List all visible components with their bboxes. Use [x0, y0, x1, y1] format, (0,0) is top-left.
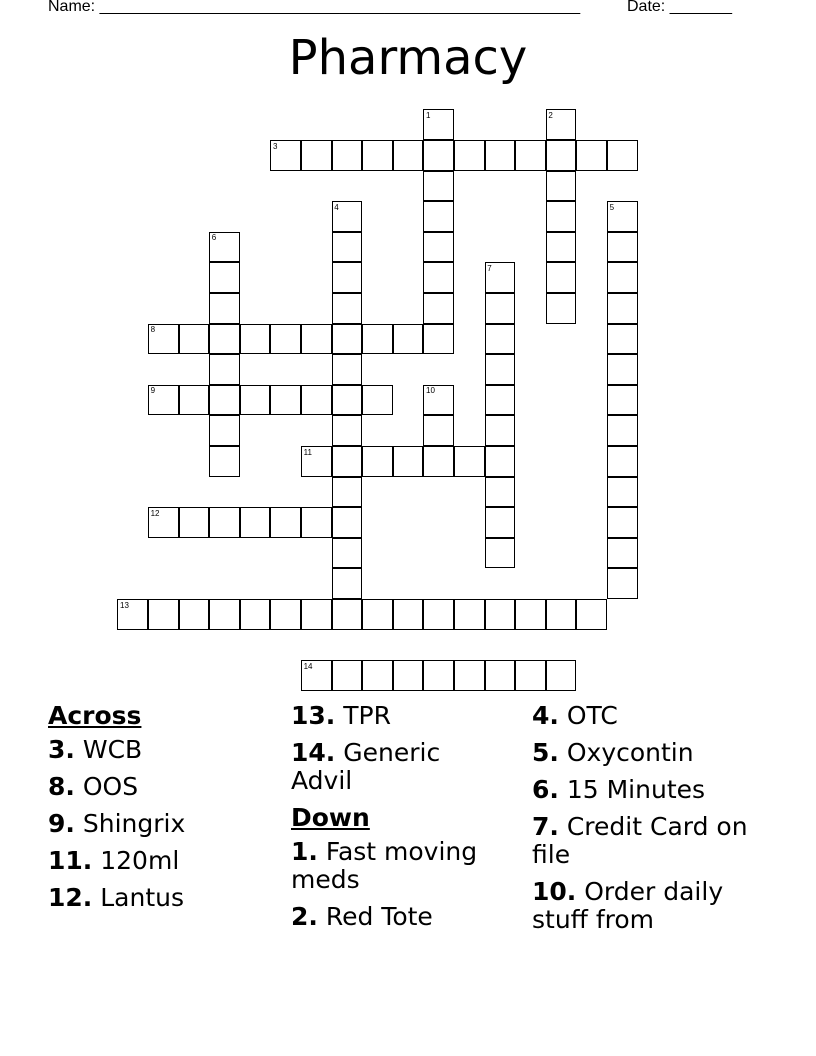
- grid-cell[interactable]: [485, 538, 516, 569]
- grid-cell[interactable]: [546, 140, 577, 171]
- grid-cell[interactable]: [485, 354, 516, 385]
- grid-cell[interactable]: [332, 262, 363, 293]
- clue-across-8: 8. OOS: [48, 772, 139, 801]
- grid-cell[interactable]: [209, 385, 240, 416]
- grid-cell[interactable]: [209, 446, 240, 477]
- grid-cell[interactable]: [515, 660, 546, 691]
- grid-cell[interactable]: [332, 293, 363, 324]
- grid-cell[interactable]: [209, 324, 240, 355]
- grid-cell[interactable]: [270, 507, 301, 538]
- grid-cell[interactable]: [362, 446, 393, 477]
- clue-down-2: 2. Red Tote: [291, 902, 433, 931]
- grid-cell[interactable]: [301, 140, 332, 171]
- grid-cell[interactable]: [485, 415, 516, 446]
- grid-cell[interactable]: [179, 385, 210, 416]
- clue-down-10: 10. Order daily stuff from: [532, 877, 724, 934]
- grid-cell[interactable]: [362, 324, 393, 355]
- grid-cell[interactable]: [423, 660, 454, 691]
- grid-cell[interactable]: [393, 599, 424, 630]
- clue-down-4: 4. OTC: [532, 701, 618, 730]
- clue-number-label: 3: [273, 141, 278, 151]
- grid-cell[interactable]: [332, 507, 363, 538]
- grid-cell[interactable]: [179, 507, 210, 538]
- grid-cell[interactable]: [209, 599, 240, 630]
- grid-cell[interactable]: [393, 446, 424, 477]
- page-title: Pharmacy: [288, 30, 528, 86]
- grid-cell[interactable]: [362, 140, 393, 171]
- clue-column-1: [48, 702, 278, 921]
- clue-across-11: 11. 120ml: [48, 846, 180, 875]
- grid-cell[interactable]: [485, 507, 516, 538]
- grid-cell[interactable]: [179, 324, 210, 355]
- grid-cell[interactable]: [607, 232, 638, 263]
- grid-cell[interactable]: [332, 354, 363, 385]
- clue-across-14: 14. Generic Advil: [291, 738, 441, 795]
- name-field-label: Name: ______________________________________________________: [48, 0, 581, 15]
- grid-cell[interactable]: [332, 446, 363, 477]
- grid-cell[interactable]: [607, 415, 638, 446]
- clue-number-label: 4: [334, 202, 339, 212]
- grid-cell[interactable]: [148, 599, 179, 630]
- clue-across-12: 12. Lantus: [48, 883, 185, 912]
- grid-cell[interactable]: [332, 140, 363, 171]
- clue-number-label: 11: [303, 447, 312, 457]
- grid-cell[interactable]: [332, 232, 363, 263]
- across-heading: Across: [48, 701, 142, 730]
- grid-cell[interactable]: [209, 415, 240, 446]
- grid-cell[interactable]: [301, 599, 332, 630]
- grid-cell[interactable]: [454, 660, 485, 691]
- grid-cell[interactable]: [240, 507, 271, 538]
- grid-cell[interactable]: [270, 385, 301, 416]
- clue-down-5: 5. Oxycontin: [532, 738, 694, 767]
- grid-cell[interactable]: [546, 660, 577, 691]
- grid-cell[interactable]: [209, 293, 240, 324]
- grid-cell[interactable]: [454, 599, 485, 630]
- grid-cell[interactable]: [607, 385, 638, 416]
- clue-across-3: 3. WCB: [48, 735, 143, 764]
- clue-across-9: 9. Shingrix: [48, 809, 186, 838]
- clue-number-label: 10: [426, 386, 435, 396]
- grid-cell[interactable]: [362, 385, 393, 416]
- grid-cell[interactable]: [423, 324, 454, 355]
- grid-cell[interactable]: [332, 568, 363, 599]
- grid-cell[interactable]: [485, 446, 516, 477]
- grid-cell[interactable]: [179, 599, 210, 630]
- grid-cell[interactable]: [423, 232, 454, 263]
- grid-cell[interactable]: [546, 232, 577, 263]
- grid-cell[interactable]: [485, 599, 516, 630]
- clue-down-1: 1. Fast moving meds: [291, 837, 478, 894]
- grid-cell[interactable]: [485, 140, 516, 171]
- clue-number-label: 6: [211, 233, 217, 243]
- down-heading: Down: [291, 803, 370, 832]
- grid-cell[interactable]: [454, 446, 485, 477]
- grid-cell[interactable]: [607, 446, 638, 477]
- clue-column-2: [291, 702, 501, 940]
- grid-cell[interactable]: [607, 262, 638, 293]
- grid-cell[interactable]: [240, 385, 271, 416]
- grid-cell[interactable]: [576, 599, 607, 630]
- grid-cell[interactable]: [607, 538, 638, 569]
- grid-cell[interactable]: [393, 324, 424, 355]
- grid-cell[interactable]: [209, 507, 240, 538]
- grid-cell[interactable]: [332, 660, 363, 691]
- grid-cell[interactable]: [301, 385, 332, 416]
- grid-cell[interactable]: [423, 201, 454, 232]
- grid-cell[interactable]: [423, 599, 454, 630]
- grid-cell[interactable]: [485, 477, 516, 508]
- grid-cell[interactable]: [454, 140, 485, 171]
- clue-down-6: 6. 15 Minutes: [532, 775, 706, 804]
- grid-cell[interactable]: [393, 140, 424, 171]
- grid-cell[interactable]: [332, 538, 363, 569]
- grid-cell[interactable]: [270, 324, 301, 355]
- grid-cell[interactable]: [485, 324, 516, 355]
- grid-cell[interactable]: [301, 324, 332, 355]
- grid-cell[interactable]: [332, 415, 363, 446]
- grid-cell[interactable]: [607, 354, 638, 385]
- grid-cell[interactable]: [607, 140, 638, 171]
- date-field-label: Date: _______: [627, 0, 732, 15]
- clue-number-label: 12: [150, 508, 160, 518]
- grid-cell[interactable]: [301, 507, 332, 538]
- grid-cell[interactable]: [209, 354, 240, 385]
- clue-across-13: 13. TPR: [291, 701, 391, 730]
- grid-cell[interactable]: [607, 568, 638, 599]
- grid-cell[interactable]: [362, 660, 393, 691]
- grid-cell[interactable]: [607, 293, 638, 324]
- grid-cell[interactable]: [546, 262, 577, 293]
- grid-cell[interactable]: [362, 599, 393, 630]
- grid-cell[interactable]: [546, 293, 577, 324]
- grid-cell[interactable]: [607, 507, 638, 538]
- grid-cell[interactable]: [332, 385, 363, 416]
- grid-cell[interactable]: [546, 171, 577, 202]
- grid-cell[interactable]: [240, 599, 271, 630]
- clue-number-label: 7: [487, 264, 492, 273]
- grid-cell[interactable]: [607, 324, 638, 355]
- clue-number-label: 13: [120, 600, 129, 610]
- grid-cell[interactable]: [332, 477, 363, 508]
- grid-cell[interactable]: [485, 293, 516, 324]
- clue-number-label: 5: [609, 202, 615, 212]
- clue-number-label: 8: [150, 325, 156, 335]
- grid-cell[interactable]: [485, 385, 516, 416]
- grid-cell[interactable]: [515, 599, 546, 630]
- grid-cell[interactable]: [209, 262, 240, 293]
- grid-cell[interactable]: [423, 446, 454, 477]
- grid-cell[interactable]: [423, 262, 454, 293]
- grid-cell[interactable]: [423, 415, 454, 446]
- grid-cell[interactable]: [515, 140, 546, 171]
- grid-cell[interactable]: [576, 140, 607, 171]
- grid-cell[interactable]: [546, 599, 577, 630]
- clue-number-label: 1: [426, 111, 431, 120]
- grid-cell[interactable]: [332, 599, 363, 630]
- grid-cell[interactable]: [423, 140, 454, 171]
- grid-cell[interactable]: [485, 660, 516, 691]
- clue-down-7: 7. Credit Card on file: [532, 812, 748, 869]
- grid-cell[interactable]: [546, 201, 577, 232]
- grid-cell[interactable]: [423, 293, 454, 324]
- clue-column-3: [532, 702, 772, 943]
- grid-cell[interactable]: [270, 599, 301, 630]
- grid-cell[interactable]: [607, 477, 638, 508]
- clue-number-label: 9: [150, 386, 156, 396]
- grid-cell[interactable]: [240, 324, 271, 355]
- grid-cell[interactable]: [423, 171, 454, 202]
- grid-cell[interactable]: [393, 660, 424, 691]
- grid-cell[interactable]: [332, 324, 363, 355]
- clue-number-label: 2: [548, 111, 553, 120]
- clue-number-label: 14: [303, 661, 313, 671]
